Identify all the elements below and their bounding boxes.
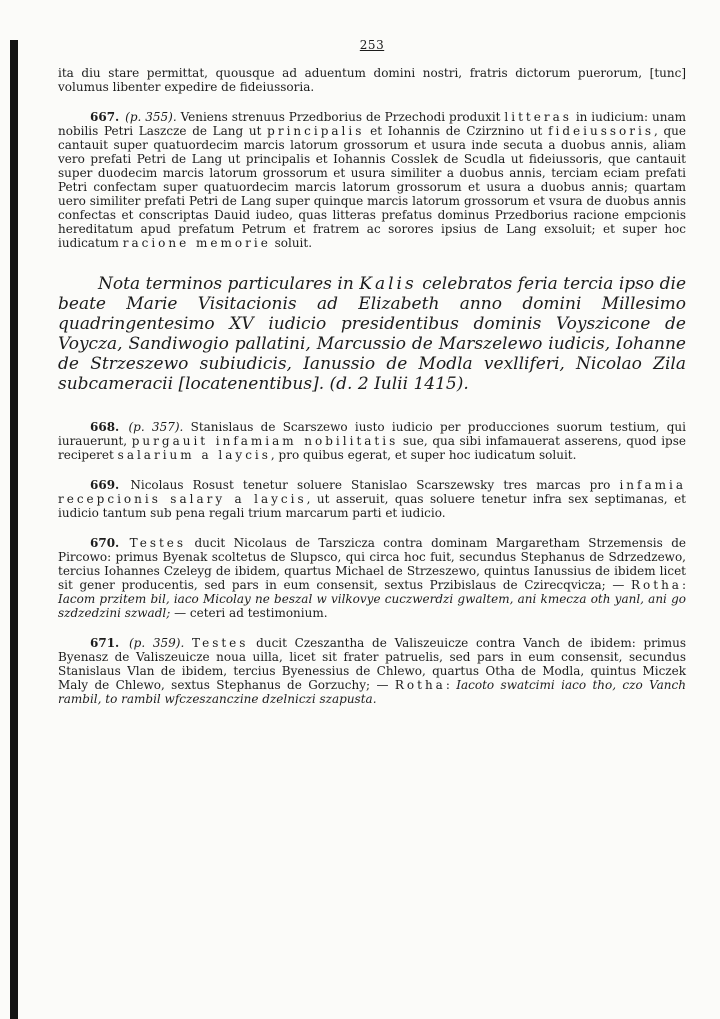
entry-number: 670. [90,536,120,550]
entry-paragraph [58,110,686,250]
text-segment: Rotha [630,578,682,592]
text-segment [121,420,128,434]
carryover-paragraph: ita diu stare permittat, quousque ad aduentum domini nostri, fratris dictorum puerorum, [tunc] volumus libenter expedire de fideiussoria. [58,66,686,94]
page-number: 253 [359,38,385,52]
text-segment: Testes [129,536,187,550]
entry-number: 668. [90,420,120,434]
entry-paragraph [58,636,686,706]
section-heading [58,274,686,394]
text-segment [121,636,129,650]
text-segment: , ut asseruit, quas soluere tenetur infra sex septimanas, et iudicio tantum sub pena regali trium marcarum parti et iudicio. [58,492,686,520]
text-segment: Nicolaus Rosust tenetur soluere Stanislao Scarszewsky tres marcas pro [121,478,620,492]
entries [58,110,686,706]
text-segment: et Iohannis de Czirznino ut [364,124,549,138]
text-segment: purgauit infamiam nobilitatis [131,434,399,448]
text-segment: Veniens strenuus Przedborius de Przechodi produxit [176,110,505,124]
text-segment: in iudicium: unam nobilis Petri Laszcze de Lang ut [58,110,686,138]
text-segment: : [445,678,457,692]
text-segment: principalis [267,124,365,138]
entry-paragraph [58,420,686,462]
text-segment: litteras [504,110,572,124]
text-segment: racione memorie [122,236,271,250]
page-reference: (p. 357). [128,420,184,434]
text-segment: , que cantauit super quatuordecim marcis latorum grossorum et usura inde secuta a duobus annis, aliam vero prefati Petri de Lang ut principalis et Iohannis Cosslek de Scudla ut fideiussoris, que cantauit super duodecim marcis latorum grossorum et usura similiter a duobus annis, terciam eciam prefati Petri confectam super quatuordecim marcis latorum grossorum et usura a duobus annis; quartam uero similiter prefati Petri de Lang super quinque marcis latorum grossorum et vsura de duobus annis confectas et conscriptas Dauid iudeo, quas litteras prefatus dominus Przedborius racione empcionis hereditatum apud prefatum Petrum et fratrem ac sorores ipsius de Lang exsoluit; et super hoc iudicatum [58,124,687,250]
text-segment: ducit Nicolaus de Tarszicza contra dominam Margaretham Strzemensis de Pircowo: primus Byenak scoltetus de Slupsco, qui circa hoc fuit, secundus Stephanus de Sdrzedzewo, tercius Iohannes Czeleyg de ibidem, quartus Michael de Strzeszewo, quintus Ianussius de ibidem licet sit gener producentis, sed pars in eum consensit, sextus Przibislaus de Czirecqvicza; — [58,536,686,592]
text-segment: soluit. [270,236,313,250]
page-body [58,38,686,722]
text-segment: Rotha [394,678,446,692]
text-segment: celebratos feria tercia ipso die beate Marie Visitacionis ad Elizabeth anno domini Millesimo quadringentesimo XV iudicio presidentibus dominis Voyszicone de Voycza, Sandiwogio pallatini, Marcussio de Marszelewo iudicis, Iohanne de Strzeszewo subiudicis, Ianussio de Modla vexlliferi, Nicolao Zila subcameracii [locatenentibus]. (d. 2 Iulii 1415). [58,274,686,394]
text-segment: Nota terminos particulares in [98,274,360,294]
text-segment: salarium a laycis [117,448,271,462]
entry-number: 671. [90,636,120,650]
text-segment: fideiussoris [548,124,654,138]
page-reference: (p. 355). [125,110,177,124]
text-segment: Iacom przitem bil, iaco Micolay ne beszal w vilkovye cuczwerdzi gwaltem, ani kmecza oth yanl, ani go szdzedzini szwadl; [58,592,686,620]
text-segment: sue, qua sibi infamauerat asserens, quod ipse reciperet [58,434,686,462]
text-segment [121,536,129,550]
text-segment: infamia recepcionis salary a laycis [58,478,686,506]
binding-edge [10,40,18,1019]
text-segment [184,636,192,650]
entry-paragraph [58,478,686,520]
text-segment: : [681,578,686,592]
text-segment: — ceteri ad testimonium. [170,606,328,620]
text-segment: ducit Czeszantha de Valiszeuicze contra Vanch de ibidem: primus Byenasz de Valiszeuicze noua uilla, licet sit frater patruelis, sed pars in eum consensit, secundus Stanislaus Vlan de ibidem, tercius Byenessius de Chlewo, quartus Otha de Modla, quintus Miczek Maly de Chlewo, sextus Stephanus de Gorzuchy; — [58,636,686,692]
page-reference: (p. 359). [128,636,185,650]
text-segment: Kalis [359,274,417,294]
entry-number: 669. [90,478,120,492]
text-segment: Stanislaus de Scarszewo iusto iudicio per producciones suorum testium, qui iurauerunt, [58,420,686,448]
text-segment: Iacoto swatcimi iaco tho, czo Vanch rambil, to rambil wfczeszanczine dzelniczi szapusta. [58,678,686,706]
entry-number: 667. [90,110,120,124]
entry-paragraph [58,536,686,620]
text-segment: Testes [192,636,249,650]
text-segment: , pro quibus egerat, et super hoc iudicatum soluit. [270,448,577,462]
